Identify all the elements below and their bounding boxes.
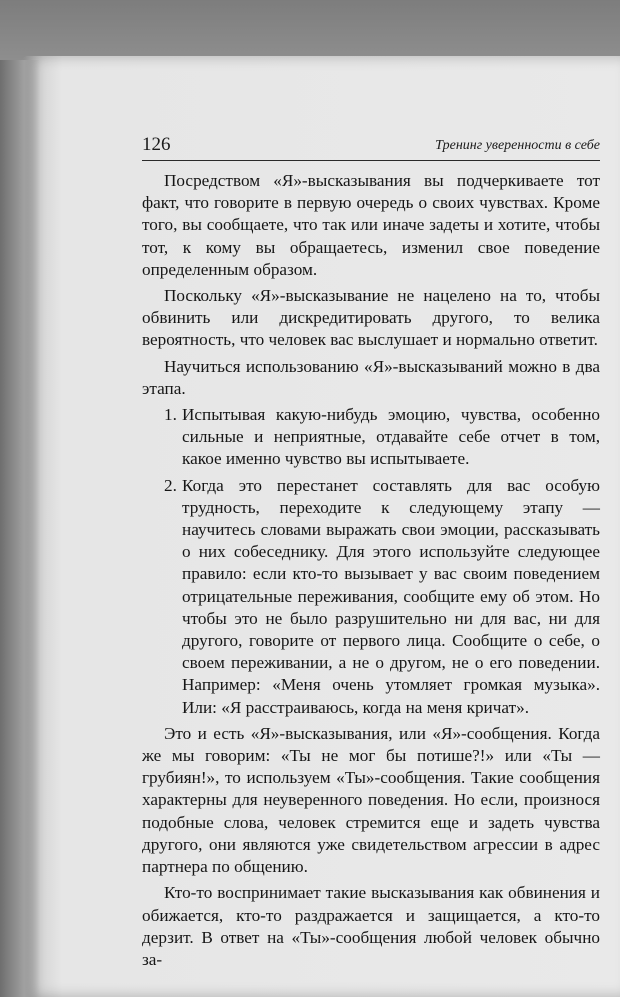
page-number: 126 [142, 134, 171, 155]
paragraph: Это и есть «Я»-высказывания, или «Я»-сообщения. Когда же мы говорим: «Ты не мог бы потише?!» или «Ты — грубиян!», то используем «Ты»-сообщения. Такие сообщения характерны для неуверенного поведения. Но если, произнося подобные слова, человек стремится еще и задеть чувства другого, они являются уже свидетельством агрессии в адрес партнера по общению. [142, 723, 600, 877]
list-item [142, 404, 600, 471]
list-item-number: 2. [164, 475, 177, 495]
list-item-text: Испытывая какую-нибудь эмоцию, чувства, особенно сильные и неприятные, отдавайте себе отчет в том, какое именно чувство вы испытываете. [182, 405, 600, 469]
paragraph: Поскольку «Я»-высказывание не нацелено на то, чтобы обвинить или дискредитировать другого, то велика вероятность, что человек вас выслушает и нормально ответит. [142, 286, 600, 350]
list-item-number: 1. [164, 405, 177, 425]
running-title: Тренинг уверенности в себе [435, 138, 600, 153]
book-spine-shadow [0, 60, 40, 997]
paragraph: Научиться использованию «Я»-высказываний можно в два этапа. [142, 356, 600, 398]
page-body [142, 170, 600, 971]
list-item-text: Когда это перестанет составлять для вас особую трудность, переходите к следующему этапу — научитесь словами выражать свои эмоции, рассказывать о них собеседнику. Для этого используйте следующее правило: если кто-то вызывает у вас своим поведением отрицательные переживания, сообщите ему об этом. Но чтобы это не было разрушительно ни для вас, ни для другого, говорите от первого лица. Сообщите о себе, о своем переживании, а не о другом, не о его поведении. Например: «Меня очень утомляет громкая музыка». Или: «Я расстраиваюсь, когда на меня кричат». [182, 475, 600, 717]
numbered-list [142, 404, 600, 719]
list-item [142, 475, 600, 719]
paragraph: Посредством «Я»-высказывания вы подчеркиваете тот факт, что говорите в первую очередь о своих чувствах. Кроме того, вы сообщаете, что так или иначе задеты и хотите, чтобы тот, к кому вы обращаетесь, изменил свое поведение определенным образом. [142, 171, 600, 279]
scan-background-top [0, 0, 620, 64]
page-header [142, 132, 600, 161]
paragraph: Кто-то воспринимает такие высказывания как обвинения и обижается, кто-то раздражается и защищается, а кто-то дерзит. В ответ на «Ты»-сообщения любой человек обычно за- [142, 883, 600, 969]
